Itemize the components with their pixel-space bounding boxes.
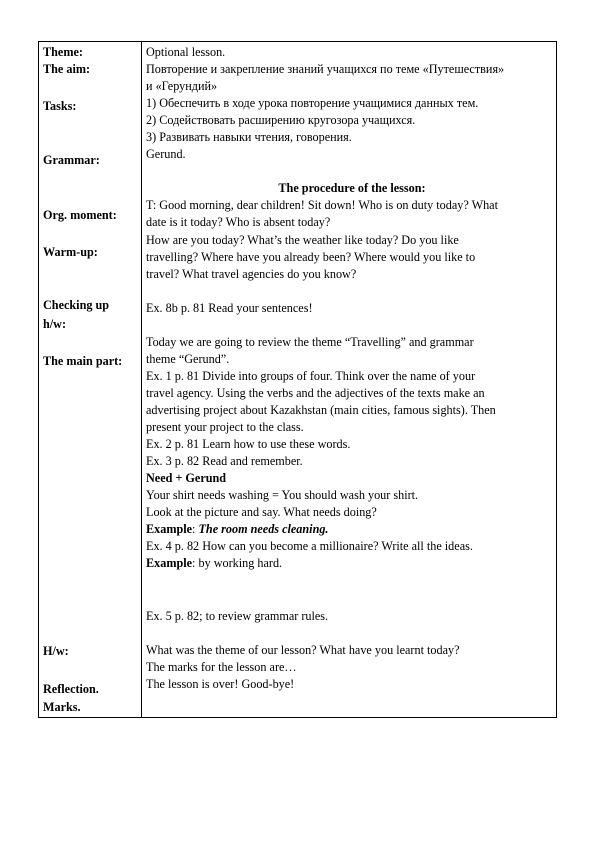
label-reflection: Reflection. [43,682,99,696]
main-line-9: Your shirt needs washing = You should wash your shirt. [146,488,419,502]
label-hw: H/w: [43,644,69,658]
main-line-5: advertising project about Kazakhstan (main cities, famous sights). Then [146,403,496,417]
example-colon: : [192,522,199,536]
label-tasks: Tasks: [43,99,77,113]
main-line-7: Ex. 2 p. 81 Learn how to use these words. [146,437,351,451]
check-text: Ex. 8b p. 81 Read your sentences! [146,301,313,315]
label-grammar: Grammar: [43,153,100,167]
main-line-1: Today we are going to review the theme “Travelling” and grammar [146,335,474,349]
warm-line-3: travel? What travel agencies do you know? [146,267,357,281]
hw-text: Ex. 5 p. 82; to review grammar rules. [146,609,329,623]
refl-line-1: What was the theme of our lesson? What have you learnt today? [146,643,460,657]
theme-text: Optional lesson. [146,45,226,59]
label-theme: Theme: [43,45,83,59]
task-2: 2) Содействовать расширению кругозора учащихся. [146,113,416,127]
main-line-10: Look at the picture and say. What needs doing? [146,505,377,519]
example-1-text: The room needs cleaning. [198,522,329,536]
lesson-plan-table [38,41,557,718]
example-line-1 [146,521,328,538]
main-line-4: travel agency. Using the verbs and the adjectives of the texts make an [146,386,485,400]
main-line-2: theme “Gerund”. [146,352,230,366]
main-line-11: Ex. 4 p. 82 How can you become a millionaire? Write all the ideas. [146,539,473,553]
main-line-3: Ex. 1 p. 81 Divide into groups of four. Think over the name of your [146,369,476,383]
example-2-text: : by working hard. [192,556,283,570]
label-aim: The aim: [43,62,91,76]
warm-line-1: How are you today? What’s the weather like today? Do you like [146,233,459,247]
refl-line-3: The lesson is over! Good-bye! [146,677,295,691]
procedure-title: The procedure of the lesson: [278,181,426,195]
refl-line-2: The marks for the lesson are… [146,660,297,674]
label-main-part: The main part: [43,354,123,368]
task-3: 3) Развивать навыки чтения, говорения. [146,130,352,144]
column-divider [141,42,142,717]
grammar-text: Gerund. [146,147,186,161]
label-checking-hw: h/w: [43,317,67,331]
warm-line-2: travelling? Where have you already been? Where would you like to [146,250,476,264]
example-label-2: Example [146,556,193,570]
example-line-2 [146,555,282,572]
task-1: 1) Обеспечить в ходе урока повторение учащимися данных тем. [146,96,479,110]
aim-line-1: Повторение и закрепление знаний учащихся по теме «Путешествия» [146,62,505,76]
need-gerund-heading: Need + Gerund [146,471,227,485]
example-label: Example [146,522,193,536]
label-warm-up: Warm-up: [43,245,98,259]
label-checking-up: Checking up [43,298,110,312]
label-marks: Marks. [43,700,81,714]
org-line-1: T: Good morning, dear children! Sit down! Who is on duty today? What [146,198,498,212]
main-line-6: present your project to the class. [146,420,304,434]
label-org-moment: Org. moment: [43,208,117,222]
org-line-2: date is it today? Who is absent today? [146,215,331,229]
aim-line-2: и «Герундий» [146,79,218,93]
main-line-8: Ex. 3 p. 82 Read and remember. [146,454,303,468]
